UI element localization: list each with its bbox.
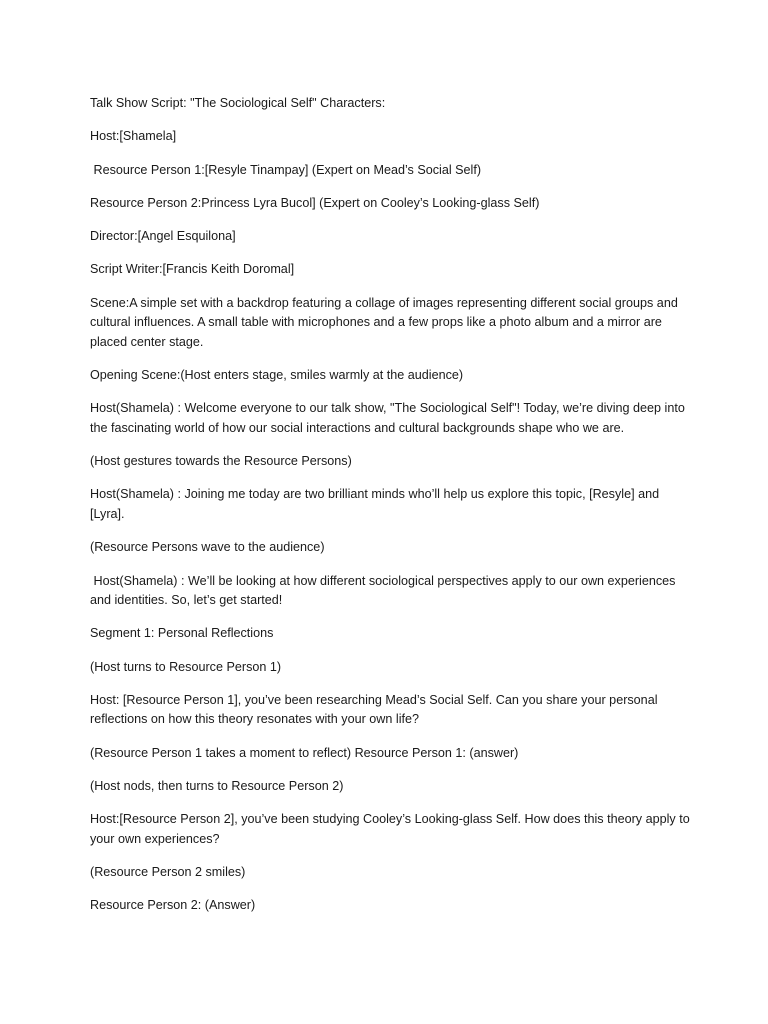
resource-persons-wave-direction: (Resource Persons wave to the audience) [90, 540, 325, 555]
host-character-line: Host:[Shamela] [90, 129, 177, 144]
resource-person-2-character-line: Resource Person 2:Princess Lyra Bucol] (Expert on Cooley’s Looking-glass Self) [90, 195, 540, 210]
script-title-line: Talk Show Script: "The Sociological Self" Characters: [90, 96, 386, 110]
host-question-rp1: Host: [Resource Person 1], you’ve been researching Mead’s Social Self. Can you share your personal reflections on how this theory resonates with your own life? [90, 692, 658, 727]
resource-person-1-character-line: Resource Person 1:[Resyle Tinampay] (Expert on Mead’s Social Self) [90, 162, 482, 177]
host-turns-to-rp2-direction: (Host nods, then turns to Resource Person 2) [90, 779, 344, 794]
opening-scene-direction: Opening Scene:(Host enters stage, smiles warmly at the audience) [90, 368, 464, 383]
host-turns-to-rp1-direction: (Host turns to Resource Person 1) [90, 659, 282, 674]
document-body [90, 94, 690, 930]
rp2-smiles-direction: (Resource Person 2 smiles) [90, 865, 246, 880]
host-question-rp2: Host:[Resource Person 2], you’ve been studying Cooley’s Looking-glass Self. How does this theory apply to your own experiences? [90, 812, 690, 846]
host-welcome-dialogue: Host(Shamela) : Welcome everyone to our talk show, "The Sociological Self"! Today, we’re diving deep into the fascinating world of how our social interactions and cultural backgrounds shape who we are. [90, 401, 685, 435]
segment-1-heading: Segment 1: Personal Reflections [90, 626, 274, 641]
rp1-reflect-answer: (Resource Person 1 takes a moment to reflect) Resource Person 1: (answer) [90, 745, 519, 760]
rp2-answer: Resource Person 2: (Answer) [90, 898, 256, 913]
director-line: Director:[Angel Esquilona] [90, 229, 236, 244]
host-introduction-dialogue: Host(Shamela) : Joining me today are two brilliant minds who’ll help us explore this topic, [Resyle] and [Lyra]. [90, 487, 660, 521]
script-writer-line: Script Writer:[Francis Keith Doromal] [90, 262, 295, 277]
host-gesture-direction: (Host gestures towards the Resource Persons) [90, 454, 352, 469]
scene-description: Scene:A simple set with a backdrop featuring a collage of images representing different social groups and cultural influences. A small table with microphones and a few props like a photo album and a mirror are placed center stage. [90, 295, 678, 349]
host-overview-dialogue: Host(Shamela) : We’ll be looking at how different sociological perspectives apply to our own experiences and identities. So, let’s get started! [90, 573, 679, 608]
